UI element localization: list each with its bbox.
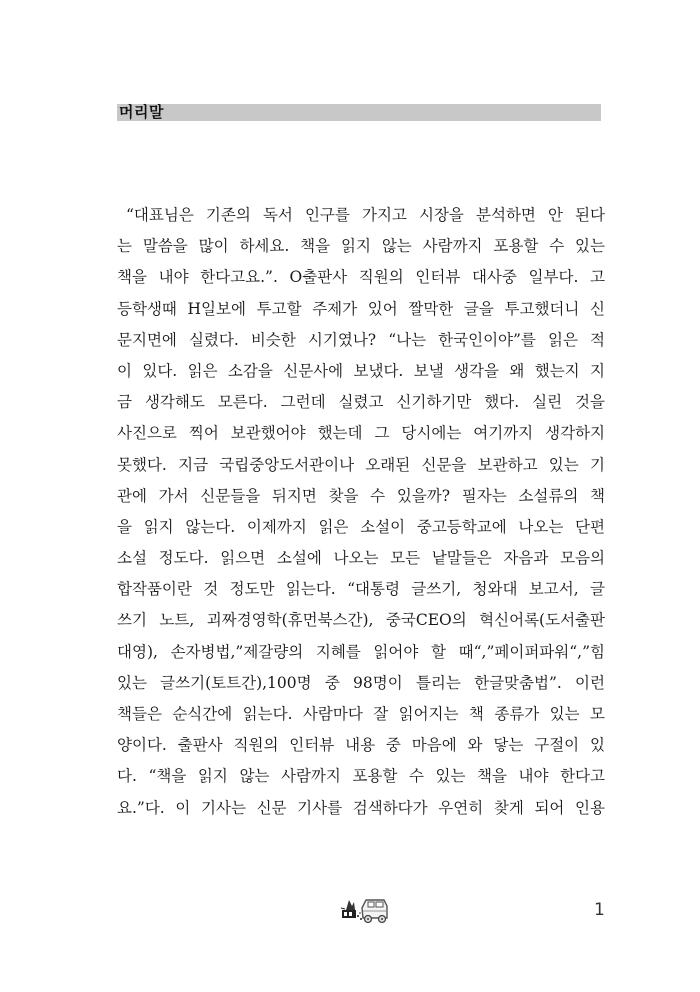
text-line: 있는 글쓰기(토트간),100명 중 98명이 틀리는 한글맞춤법”. 이런 — [117, 673, 605, 692]
text-line: 대영), 손자병법,”제갈량의 지혜를 읽어야 할 때“,”페이퍼파워“,”힘 — [117, 642, 605, 661]
text-line: 다. “책을 읽지 않는 사람까지 포용할 수 있는 책을 내야 한다고 — [117, 767, 605, 786]
text-line: “대표님은 기존의 독서 인구를 가지고 시장을 분석하면 안 된다 — [126, 206, 605, 224]
text-line: 책들은 순식간에 읽는다. 사람마다 잘 읽어지는 책 종류가 있는 모 — [117, 705, 605, 723]
body-paragraph — [117, 200, 605, 824]
page-number: 1 — [594, 900, 605, 920]
text-line: 을 읽지 않는다. 이제까지 읽은 소설이 중고등학교에 나오는 단편 — [117, 517, 605, 536]
car-crash-logo-icon — [340, 894, 390, 926]
text-line: 쓰기 노트, 괴짜경영학(휴먼북스간), 중국CEO의 혁신어록(도서출판 — [117, 611, 605, 630]
text-line: 소설 정도다. 읽으면 소설에 나오는 모든 낱말들은 자음과 모음의 — [117, 549, 605, 568]
text-line: 요.”다. 이 기사는 신문 기사를 검색하다가 우연히 찾게 되어 인용 — [117, 798, 605, 817]
text-line: 관에 가서 신문들을 뒤지면 찾을 수 있을까? 필자는 소설류의 책 — [117, 486, 605, 505]
text-line: 문지면에 실렸다. 비슷한 시기였나? “나는 한국인이야”를 읽은 적 — [117, 330, 605, 349]
text-line: 양이다. 출판사 직원의 인터뷰 내용 중 마음에 와 닿는 구절이 있 — [117, 736, 605, 755]
text-line: 책을 내야 한다고요.”. O출판사 직원의 인터뷰 대사중 일부다. 고 — [117, 268, 605, 287]
text-line: 사진으로 찍어 보관했어야 했는데 그 당시에는 여기까지 생각하지 — [117, 424, 605, 443]
text-line: 이 있다. 읽은 소감을 신문사에 보냈다. 보낼 생각을 왜 했는지 지 — [117, 361, 605, 380]
section-title: 머리말 — [119, 103, 164, 121]
text-line: 등학생때 H일보에 투고할 주제가 있어 짤막한 글을 투고했더니 신 — [117, 299, 605, 318]
text-line: 못했다. 지금 국립중앙도서관이나 오래된 신문을 보관하고 있는 기 — [117, 455, 605, 474]
text-line: 는 말씀을 많이 하세요. 책을 읽지 않는 사람까지 포용할 수 있는 — [117, 237, 605, 256]
text-line: 금 생각해도 모른다. 그런데 실렸고 신기하기만 했다. 실린 것을 — [117, 393, 605, 412]
section-header-bar — [117, 104, 601, 121]
text-line: 합작품이란 것 정도만 읽는다. “대통령 글쓰기, 청와대 보고서, 글 — [117, 580, 605, 599]
